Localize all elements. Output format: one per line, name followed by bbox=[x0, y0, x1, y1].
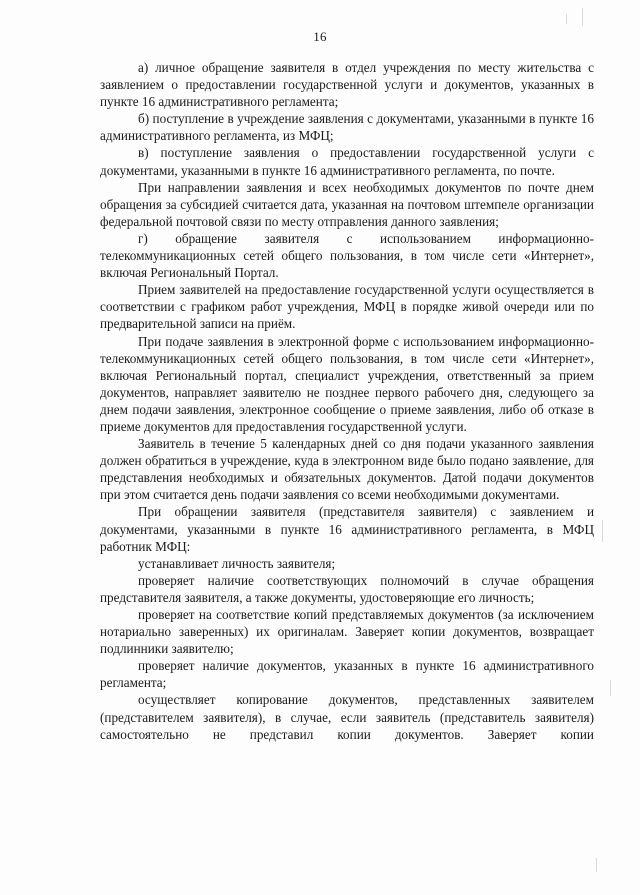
paragraph-authority-check: проверяет наличие соответствующих полномочий в случае обращения представителя заявителя, а также документы, удостоверяющие его личность; bbox=[100, 572, 594, 605]
scan-artifact bbox=[602, 520, 603, 542]
paragraph-documents-check: проверяет наличие документов, указанных в пункте 16 административного регламента; bbox=[100, 658, 594, 691]
paragraph-reception-schedule: Прием заявителей на предоставление государственной услуги осуществляется в соответствии с графиком работ учреждения, МФЦ в порядке живой очереди или по предварительной записи на приём. bbox=[100, 282, 594, 332]
paragraph-item-b: б) поступление в учреждение заявления с документами, указанными в пункте 16 административного регламента, из МФЦ; bbox=[100, 111, 594, 144]
paragraph-electronic-submission: При подаче заявления в электронной форме с использованием информационно-телекоммуникационных сетей общего пользования, в том числе сети «Интернет», включая Региональный портал, специалист учреждения, ответственный за прием документов, направляет заявителю не позднее первого рабочего дня, следующего за днем подачи заявления, электронное сообщение о приеме заявления, либо об отказе в приеме документов для предоставления государственной услуги. bbox=[100, 333, 594, 434]
paragraph-mfc-procedure: При обращении заявителя (представителя заявителя) с заявлением и документами, указанными в пункте 16 административного регламента, в МФЦ работник МФЦ: bbox=[100, 504, 594, 554]
paragraph-identity-check: устанавливает личность заявителя; bbox=[138, 555, 336, 571]
scan-artifact bbox=[610, 680, 611, 696]
paragraph-item-a: а) личное обращение заявителя в отдел учреждения по месту жительства с заявлением о предоставлении государственной услуги и документов, указанных в пункте 16 административного регламента; bbox=[100, 60, 594, 110]
paragraph-postal-submission: При направлении заявления и всех необходимых документов по почте днем обращения за субсидией считается дата, указанная на почтовом штемпеле организации федеральной почтовой связи по месту отправления данного заявления; bbox=[100, 179, 594, 229]
paragraph-item-g: г) обращение заявителя с использованием информационно-телекоммуникационных сетей общего пользования, в том числе сети «Интернет», включая Региональный Портал. bbox=[100, 230, 594, 281]
paragraph-copying: осуществляет копирование документов, представленных заявителем (представителем заявителя), в случае, если заявитель (представитель заявителя) самостоятельно не представил копии документов. Заверяет копии bbox=[100, 692, 594, 742]
scan-artifact bbox=[566, 14, 567, 24]
document-body bbox=[100, 59, 594, 743]
scan-artifact bbox=[596, 858, 597, 872]
page-number: 16 bbox=[313, 29, 327, 44]
paragraph-item-v: в) поступление заявления о предоставлении государственной услуги с документами, указанными в пункте 16 административного регламента, по почте. bbox=[100, 145, 594, 178]
paragraph-five-day-deadline: Заявитель в течение 5 календарных дней со дня подачи указанного заявления должен обратиться в учреждение, куда в электронном виде было подано заявление, для представления необходимых и обязательных документов. Датой подачи документов при этом считается день подачи заявления со всеми необходимыми документами. bbox=[100, 436, 594, 503]
paragraph-copy-verification: проверяет на соответствие копий представляемых документов (за исключением нотариально заверенных) их оригиналам. Заверяет копии документов, возвращает подлинники заявителю; bbox=[100, 607, 594, 657]
scan-artifact bbox=[582, 8, 583, 26]
